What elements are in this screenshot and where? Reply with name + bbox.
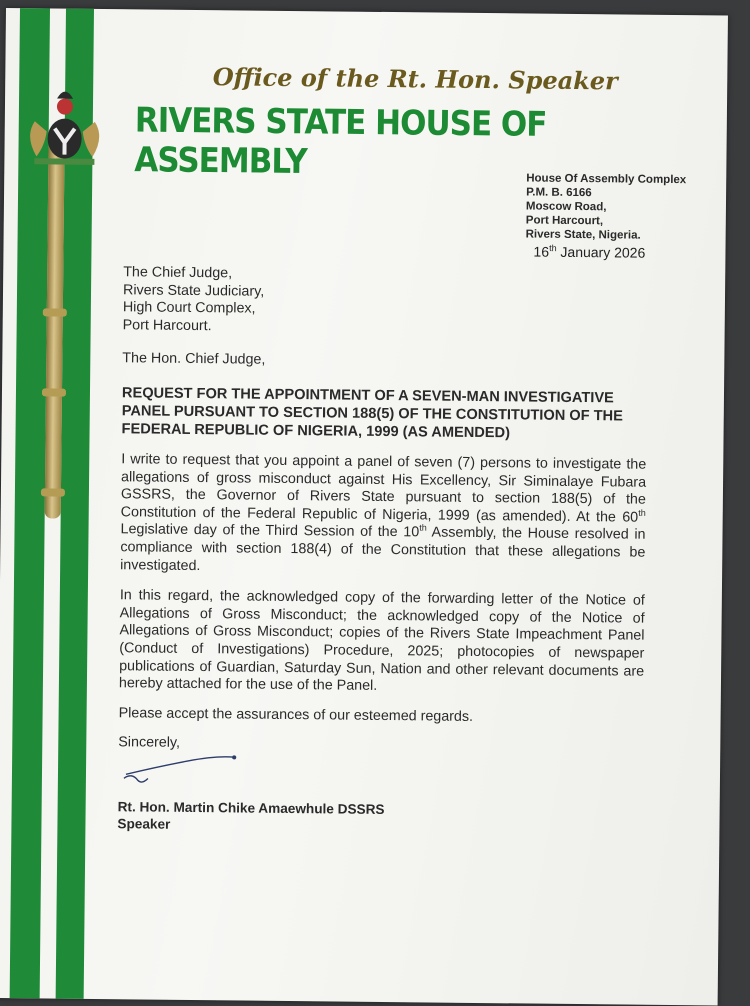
handwritten-signature (118, 752, 643, 793)
mace-ring (42, 388, 66, 396)
closing-line: Please accept the assurances of our esteemed regards. (118, 704, 474, 725)
sender-address (526, 171, 687, 243)
address-line: Port Harcourt, (525, 214, 604, 228)
letter-date: 16th January 2026 (533, 243, 646, 261)
mace-ring (43, 308, 67, 316)
signatory-title: Speaker (117, 816, 171, 833)
signatory-name: Rt. Hon. Martin Chike Amaewhule DSSRS (117, 799, 385, 817)
coat-of-arms-icon (4, 76, 125, 167)
letterhead-organization: RIVERS STATE HOUSE OF ASSEMBLY (134, 100, 547, 182)
letterhead-office: Office of the Rt. Hon. Speaker (212, 62, 618, 96)
address-line: P.M. B. 6166 (526, 186, 592, 200)
recipient-line: The Chief Judge, (123, 264, 233, 282)
sincerely: Sincerely, (118, 734, 181, 752)
recipient-line: Port Harcourt. (122, 317, 212, 334)
letter-page (0, 8, 728, 1006)
address-line: Moscow Road, (525, 200, 607, 214)
paragraph-request: I write to request that you appoint a panel of seven (7) persons to investigate the allegations of gross misconduct against His Excellency, Sir Siminalaye Fubara GSSRS, the Governor of Rivers State pursuant to section 188(5) of the Constitution of the Federal Republic of Nigeria, 1999 (as amended). At the 60th Legislative day of the Third Session of the 10th Assembly, the House resolved in compliance with section 188(4) of the Constitution that these allegations be investigated. (120, 451, 647, 574)
letter-body (117, 264, 648, 839)
recipient-address (123, 264, 649, 340)
salutation: The Hon. Chief Judge, (122, 350, 266, 369)
subject-line: REQUEST FOR THE APPOINTMENT OF A SEVEN-MAN INVESTIGATIVE PANEL PURSUANT TO SECTION 188(5) OF THE CONSTITUTION OF THE FEDERAL REPUBLIC OF NIGERIA, 1999 (AS AMENDED) (121, 385, 623, 442)
mace-ring (41, 488, 65, 496)
recipient-line: High Court Complex, (122, 299, 256, 317)
paragraph-attachments: In this regard, the acknowledged copy of the forwarding letter of the Notice of Allegations of Gross Misconduct; the acknowledged copy of the Notice of Allegations of Gross Misconduct; copies of the Rivers State Impeachment Panel (Conduct of Investigations) Procedure, 2025; photocopies of newspaper publications of Guardian, Saturday Sun, Nation and other relevant documents are hereby attached for the use of the Panel. (118, 587, 645, 695)
address-line: Rivers State, Nigeria. (525, 228, 641, 242)
address-line: House Of Assembly Complex (526, 172, 687, 187)
recipient-line: Rivers State Judiciary, (122, 281, 265, 300)
signature-icon (118, 752, 258, 789)
